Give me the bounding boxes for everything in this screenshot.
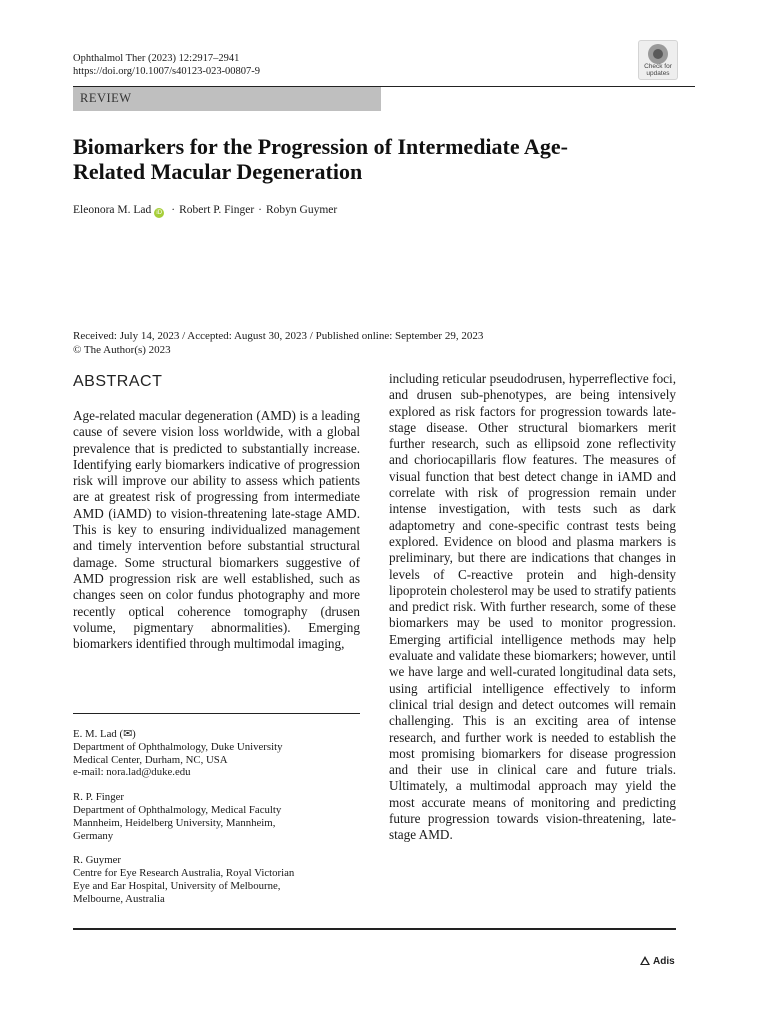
check-for-updates-label: Check for updates: [644, 63, 672, 77]
doi-link[interactable]: https://doi.org/10.1007/s40123-023-00807-9: [73, 66, 261, 77]
publisher-logo: [640, 956, 675, 967]
affiliation-line: Centre for Eye Research Australia, Royal Victorian: [73, 867, 295, 880]
journal-citation: Ophthalmol Ther (2023) 12:2917–2941: [73, 53, 240, 64]
affiliation-block: [73, 854, 360, 905]
affiliation-line: Eye and Ear Hospital, University of Melbourne,: [73, 879, 281, 892]
affiliation-name: R. Guymer: [73, 854, 121, 867]
affiliation-line: Mannheim, Heidelberg University, Mannheim,: [73, 816, 276, 829]
affiliation-line: Germany: [73, 829, 114, 842]
publication-dates: [73, 330, 483, 357]
author-list: [73, 203, 337, 218]
affiliation-name: R. P. Finger: [73, 791, 124, 804]
author-name[interactable]: Eleonora M. Lad: [73, 204, 152, 216]
affiliation-block: [73, 791, 360, 842]
separator: ·: [258, 204, 263, 216]
copyright-line: © The Author(s) 2023: [73, 343, 171, 356]
affiliation-line: Department of Ophthalmology, Duke University: [73, 740, 283, 753]
author-name[interactable]: Robyn Guymer: [266, 204, 338, 216]
footer-rule: [73, 928, 676, 930]
adis-logo-icon: [640, 956, 650, 965]
dates-line: Received: July 14, 2023 / Accepted: August 30, 2023 / Published online: September 29, 2023: [73, 330, 484, 342]
author-name[interactable]: Robert P. Finger: [179, 204, 255, 216]
affiliations: [73, 728, 360, 918]
affiliation-rule: [73, 713, 360, 714]
orcid-icon[interactable]: iD: [154, 208, 164, 218]
affiliation-block: [73, 728, 360, 779]
check-for-updates-icon[interactable]: [638, 40, 678, 80]
publisher-name: Adis: [653, 956, 675, 967]
affiliation-line: Department of Ophthalmology, Medical Faculty: [73, 803, 282, 816]
affiliation-name: E. M. Lad (✉): [73, 728, 136, 740]
affiliation-line: Medical Center, Durham, NC, USA: [73, 753, 228, 766]
section-label: REVIEW: [80, 91, 132, 105]
abstract-text-left: Age-related macular degeneration (AMD) is a leading cause of severe vision loss worldwide, with a global prevalence that is predicted to substantially increase. Identifying early biomarkers indicative of progression risk will improve our ability to assess which patients are at greatest risk of progressing from intermediate AMD (iAMD) to vision-threatening late-stage AMD. This is key to ensuring individualized management and timely intervention before substantial structural damage. Some structural biomarkers suggestive of AMD progression risk are well established, such as changes seen on color fundus photography and more recently optical coherence tomography (drusen volume, pigmentary abnormalities). Emerging biomarkers identified through multimodal imaging,: [73, 408, 360, 652]
affiliation-email[interactable]: e-mail: nora.lad@duke.edu: [73, 766, 191, 779]
abstract-heading: ABSTRACT: [73, 373, 163, 390]
article-title: Biomarkers for the Progression of Intermediate Age-Related Macular Degeneration: [73, 134, 568, 184]
separator: ·: [171, 204, 176, 216]
affiliation-line: Melbourne, Australia: [73, 892, 165, 905]
abstract-text-right: including reticular pseudodrusen, hyperreflective foci, and drusen sub-phenotypes, are being intensively explored as risk factors for progression towards late-stage disease. Other structural biomarkers merit further research, such as ellipsoid zone reflectivity and choriocapillaris flow features. The measures of visual function that best detect change in iAMD and correlate with risk of progression remain under intense investigation, with tests such as dark adaptometry and cone-specific contrast tests being explored. Evidence on blood and plasma markers is preliminary, but there are indications that changes in levels of C-reactive protein and high-density lipoprotein cholesterol may be used to stratify patients and predict risk. With further research, some of these biomarkers may be used to monitor progression. Emerging artificial intelligence methods may help evaluate and validate these biomarkers; however, until we have large and well-curated longitudinal data sets, using artificial intelligence effectively to inform clinical trial design and detect outcomes will remain challenging. This is an exciting area of intense research, and further work is needed to establish the most promising biomarkers for disease progression and their use in clinical care and future trials. Ultimately, a multimodal approach may yield the most accurate means of monitoring and predicting future progression towards vision-threatening, late-stage AMD.: [389, 371, 676, 843]
